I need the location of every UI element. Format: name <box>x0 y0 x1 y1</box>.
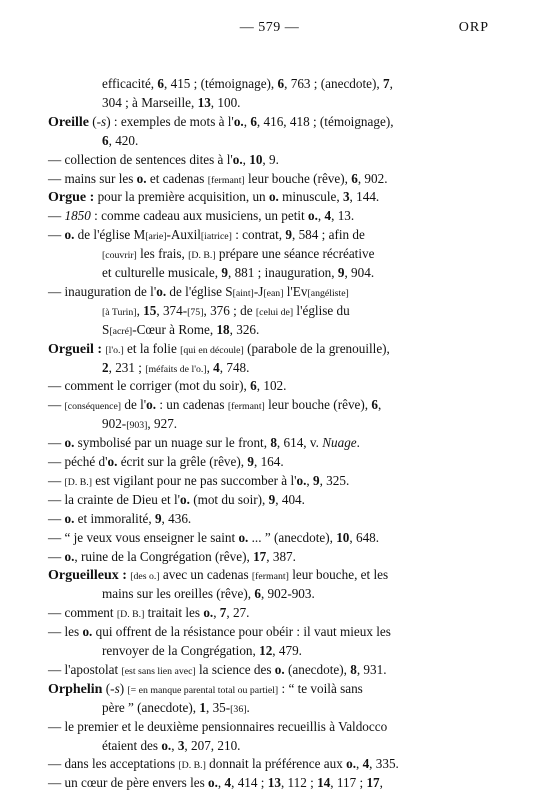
text-run: — les <box>48 624 83 640</box>
text-run: 2 <box>102 359 109 375</box>
text-run: ( <box>102 680 111 696</box>
text-run: , 27. <box>226 605 250 621</box>
text-run: , <box>136 302 144 318</box>
text-run: [D. B.] <box>178 760 206 772</box>
text-run: — comment <box>48 605 117 621</box>
text-run: ... ” (anecdote), <box>248 529 337 545</box>
text-run: , 374- <box>156 302 188 318</box>
text-run: — <box>48 472 65 488</box>
text-run: 9 <box>337 265 345 280</box>
text-run: : comme cadeau aux musiciens, un petit <box>90 208 309 224</box>
text-run: , 927. <box>147 416 178 432</box>
index-subentry-line <box>48 773 383 792</box>
headword: Orgue : <box>48 190 95 206</box>
text-run: 10 <box>336 529 350 545</box>
text-run: , 117 ; <box>330 775 367 791</box>
text-run: [l'o.] <box>105 344 124 356</box>
text-run: 9 <box>247 454 254 469</box>
text-run: , 763 ; (anecdote), <box>284 76 383 91</box>
text-run: [D. B.] <box>116 609 145 621</box>
text-run: [couvrir] <box>102 250 137 262</box>
text-run: 6 <box>250 378 257 394</box>
text-run: o. <box>64 510 75 526</box>
text-run: 13 <box>267 775 281 791</box>
text-run: 6 <box>157 76 164 91</box>
text-run: o. <box>82 624 93 640</box>
headword: Orgueil : <box>48 341 103 357</box>
text-run: les frais, <box>136 246 189 262</box>
index-subentry-line <box>48 717 387 736</box>
text-run: , 9. <box>262 151 279 167</box>
headword: Orphelin <box>48 681 103 697</box>
text-run: . <box>246 699 250 715</box>
text-run: renvoyer de la Congrégation, <box>102 643 260 658</box>
text-run: 4 <box>362 756 370 772</box>
text-run: o. <box>233 113 244 129</box>
text-run: 9 <box>285 227 292 243</box>
index-continuation-line <box>102 641 302 660</box>
index-subentry-line <box>48 206 354 225</box>
index-headword-line <box>48 339 390 358</box>
index-continuation-line <box>102 414 177 433</box>
index-subentry-line <box>48 169 388 188</box>
text-run: o. <box>64 548 75 564</box>
text-run: , <box>306 472 313 488</box>
text-run: leur bouche, et les <box>288 567 389 583</box>
text-run: , 648. <box>349 529 380 545</box>
text-run: 6 <box>371 397 378 413</box>
text-run: [des o.] <box>130 571 160 583</box>
text-run: [aint] <box>232 287 254 299</box>
text-run: avec un cadenas <box>159 567 252 583</box>
index-subentry-line <box>48 622 391 641</box>
text-run: [ean] <box>263 287 284 299</box>
text-run: -Cœur à Rome, <box>132 321 217 337</box>
text-run: — <box>48 435 65 451</box>
text-run: , 902. <box>357 170 388 186</box>
text-run: [est sans lien avec] <box>121 665 196 677</box>
text-run: 1 <box>199 699 206 715</box>
text-run: 7 <box>383 76 390 91</box>
text-run: 304 ; à Marseille, <box>102 94 198 110</box>
text-run: — le premier et le deuxième pensionnaires recueillis à Valdocco <box>48 718 388 734</box>
text-run: o. <box>268 189 279 205</box>
text-run: : contrat, <box>231 227 286 243</box>
text-run: [D. B.] <box>188 250 216 262</box>
text-run: o. <box>203 605 214 621</box>
text-run: 4 <box>213 359 220 375</box>
text-run: , 614, v. <box>276 435 323 451</box>
index-continuation-line <box>102 736 240 755</box>
text-run: -J <box>253 283 264 299</box>
text-run: o. <box>180 491 190 507</box>
index-continuation-line <box>102 244 374 263</box>
text-run: de l'église S <box>166 283 233 299</box>
text-run: 9 <box>268 491 276 507</box>
text-run: . <box>356 435 360 451</box>
text-run: l'Ev <box>283 283 308 299</box>
text-run: leur bouche (rêve), <box>264 397 372 413</box>
index-continuation-line <box>102 584 315 603</box>
text-run: , 748. <box>219 359 250 375</box>
headword: Oreille <box>48 114 89 130</box>
text-run: o. <box>346 756 356 772</box>
text-run: [angéliste] <box>307 287 349 299</box>
text-run: 6 <box>250 113 257 129</box>
index-subentry-line <box>48 509 191 528</box>
text-run: père ” (anecdote), <box>102 699 200 715</box>
index-headword-line <box>48 112 394 131</box>
text-run: et cadenas <box>146 170 208 186</box>
headword: Orgueilleux : <box>48 568 127 584</box>
text-run: , 164. <box>253 454 284 469</box>
index-subentry-line <box>48 282 349 301</box>
text-run: — la crainte de Dieu et l' <box>48 491 180 507</box>
text-run: — <box>48 548 65 564</box>
text-run: ( <box>88 113 97 129</box>
text-run: [conséquence] <box>64 401 122 413</box>
text-run: , 231 ; <box>108 359 146 375</box>
text-run: 9 <box>312 472 320 488</box>
text-run: , 416, 418 ; (témoignage), <box>256 113 394 129</box>
text-run: [903] <box>126 420 148 432</box>
index-continuation-line <box>102 74 393 93</box>
text-run: 15 <box>143 302 157 318</box>
text-run: o. <box>308 208 318 224</box>
index-continuation-line <box>102 698 250 717</box>
text-run: et la folie <box>123 340 181 356</box>
text-run: [acré] <box>109 325 133 337</box>
index-continuation-line <box>102 131 138 150</box>
index-subentry-line <box>48 603 249 622</box>
text-run: de l' <box>121 397 147 413</box>
text-run: 18 <box>216 321 230 337</box>
index-subentry-line <box>48 395 381 414</box>
text-run: la science des <box>195 661 275 677</box>
text-run: -Auxil <box>166 227 201 243</box>
index-continuation-line <box>102 263 374 282</box>
text-run: 902- <box>102 416 127 432</box>
text-run: — <box>48 510 65 526</box>
text-run: 8 <box>270 435 277 451</box>
text-run: [fermant] <box>227 401 265 413</box>
text-run: [fermant] <box>251 571 289 583</box>
text-run: 7 <box>219 605 227 621</box>
text-run: , 326. <box>229 321 260 337</box>
text-run: -s <box>96 113 107 129</box>
text-run: de l'église M <box>74 227 146 243</box>
text-run: — <box>48 397 65 413</box>
text-run: : “ te voilà sans <box>278 680 363 696</box>
text-run: Nuage <box>322 435 357 451</box>
text-run: , <box>355 756 363 772</box>
text-run: o. <box>238 529 249 545</box>
text-run: 6 <box>102 132 109 148</box>
text-run: (parabole de la grenouille), <box>243 340 390 356</box>
text-run: o. <box>161 737 172 753</box>
text-run: — un cœur de père envers les <box>48 775 209 791</box>
text-run: , 35- <box>205 699 231 715</box>
text-run: 12 <box>259 643 273 658</box>
text-run: , <box>217 775 225 791</box>
text-run: — péché d' <box>48 454 108 469</box>
text-run: 6 <box>351 170 358 186</box>
text-run: , 207, 210. <box>184 737 241 753</box>
text-run: (mot du soir), <box>189 491 269 507</box>
text-run: 9 <box>154 510 162 526</box>
text-run: efficacité, <box>102 76 158 91</box>
text-run: [à Turin] <box>102 306 137 318</box>
text-run: , <box>379 775 383 791</box>
text-run: , <box>206 359 214 375</box>
index-continuation-line <box>102 320 259 339</box>
text-run: minuscule, <box>278 189 343 205</box>
text-run: symbolisé par un nuage sur le front, <box>74 435 271 451</box>
text-run: 14 <box>317 775 331 791</box>
index-headword-line <box>48 679 363 698</box>
text-run: , 335. <box>369 756 399 772</box>
text-run: o. <box>136 170 147 186</box>
index-subentry-line <box>48 471 349 490</box>
index-subentry-line <box>48 452 284 471</box>
text-run: mains sur les oreilles (rêve), <box>102 586 255 602</box>
text-run: o. <box>232 151 243 167</box>
text-run: , 325. <box>319 472 350 488</box>
text-run: qui offrent de la résistance pour obéir : il vaut mieux les <box>92 624 391 640</box>
text-run: , 144. <box>349 189 380 205</box>
text-run: , 479. <box>272 643 302 658</box>
text-run: [iatrice] <box>200 231 232 243</box>
text-run: 8 <box>350 661 357 677</box>
text-run: prépare une séance récréative <box>215 246 375 262</box>
text-run: ) : exemples de mots à l' <box>106 113 234 129</box>
text-run: — <box>48 208 65 224</box>
text-run: , <box>171 737 178 753</box>
text-run: , 931. <box>356 661 387 677</box>
text-run: o. <box>64 227 75 243</box>
text-run: , 414 ; <box>231 775 268 791</box>
text-run: [arie] <box>145 231 167 243</box>
text-run: — l'apostolat <box>48 661 122 677</box>
text-run: , 100. <box>210 94 241 110</box>
text-run: — comment le corriger (mot du soir), <box>48 378 251 394</box>
text-run: est vigilant pour ne pas succomber à l' <box>91 472 297 488</box>
index-headword-line <box>48 187 379 206</box>
text-run: donnait la préférence aux <box>205 756 347 772</box>
index-subentry-line <box>48 433 360 452</box>
index-subentry-line <box>48 225 365 244</box>
text-run: — mains sur les <box>48 170 137 186</box>
text-run: 6 <box>277 76 285 91</box>
text-run: 4 <box>224 775 232 791</box>
running-head-key: ORP <box>458 20 489 35</box>
text-run: l'église du <box>293 302 350 318</box>
text-run: 17 <box>253 548 267 564</box>
text-run: et immoralité, <box>74 510 155 526</box>
text-run: [D. B.] <box>64 476 92 488</box>
text-run: , 436. <box>161 510 192 526</box>
text-run: [fermant] <box>207 174 245 186</box>
text-run: 17 <box>366 775 380 791</box>
index-subentry-line <box>48 150 279 169</box>
index-subentry-line <box>48 528 379 547</box>
text-run: — “ je veux vous enseigner le saint <box>48 529 239 545</box>
text-run: (anecdote), <box>284 661 351 677</box>
text-run: , <box>317 208 325 224</box>
text-run: — collection de sentences dites à l' <box>48 151 233 167</box>
text-run: , 13. <box>331 208 355 224</box>
text-run: 1850 <box>64 208 91 224</box>
text-run: , <box>389 76 393 91</box>
index-headword-line <box>48 565 388 584</box>
text-run: o. <box>208 775 218 791</box>
text-run: -s <box>110 680 120 696</box>
index-subentry-line <box>48 754 399 773</box>
index-subentry-line <box>48 490 305 509</box>
text-run: , 387. <box>266 548 296 564</box>
text-run: , <box>242 151 250 167</box>
text-run: 3 <box>177 737 185 753</box>
text-run: 13 <box>197 94 211 110</box>
text-run: o. <box>107 454 118 469</box>
page-number: — 579 — <box>239 20 300 35</box>
text-run: , 112 ; <box>280 775 318 791</box>
text-run: écrit sur la grêle (rêve), <box>117 454 248 469</box>
text-run: 10 <box>249 151 263 167</box>
text-run: , 404. <box>275 491 305 507</box>
text-run: et culturelle musicale, <box>102 265 222 280</box>
text-run: traitait les <box>144 605 204 621</box>
text-run: — dans les acceptations <box>48 756 179 772</box>
text-run: o. <box>64 435 75 451</box>
text-run: [= en manque parental total ou partiel] <box>127 684 279 696</box>
text-run: pour la première acquisition, un <box>94 189 269 205</box>
text-run: : un cadenas <box>156 397 228 413</box>
text-run: o. <box>296 472 307 488</box>
text-run: , 881 ; inauguration, <box>227 265 338 280</box>
text-run: o. <box>156 283 167 299</box>
text-run: o. <box>146 397 157 413</box>
text-run: , 904. <box>344 265 375 280</box>
text-run: , <box>377 397 382 413</box>
text-run: , 376 ; de <box>203 302 256 318</box>
text-run: [36] <box>230 703 247 715</box>
text-run: S <box>102 321 110 337</box>
text-run: , 902-903. <box>260 586 315 602</box>
text-run: , 415 ; (témoignage), <box>164 76 278 91</box>
text-run: , <box>243 113 251 129</box>
index-subentry-line <box>48 660 387 679</box>
text-run: [celui de] <box>255 306 294 318</box>
index-continuation-line <box>102 301 350 320</box>
text-run: 4 <box>324 208 332 224</box>
text-run: — inauguration de l' <box>48 283 157 299</box>
text-run: , 102. <box>256 378 287 394</box>
index-continuation-line <box>102 358 249 377</box>
text-run: , 584 ; afin de <box>291 227 365 243</box>
text-run: — <box>48 227 65 243</box>
text-run: 3 <box>342 189 350 205</box>
index-subentry-line <box>48 547 296 566</box>
text-run: [qui en découle] <box>180 344 244 356</box>
index-subentry-line <box>48 376 286 395</box>
text-run: [méfaits de l'o.] <box>145 363 207 375</box>
text-run: leur bouche (rêve), <box>244 170 352 186</box>
text-run: , 420. <box>108 132 139 148</box>
index-continuation-line <box>102 93 240 112</box>
text-run: étaient des <box>102 737 162 753</box>
text-run: [75] <box>187 306 204 318</box>
text-run: 9 <box>221 265 228 280</box>
text-run: , <box>213 605 220 621</box>
text-run: o. <box>274 661 285 677</box>
text-run: , ruine de la Congrégation (rêve), <box>74 548 254 564</box>
text-run: 6 <box>254 586 261 602</box>
text-run: ) <box>119 680 128 696</box>
